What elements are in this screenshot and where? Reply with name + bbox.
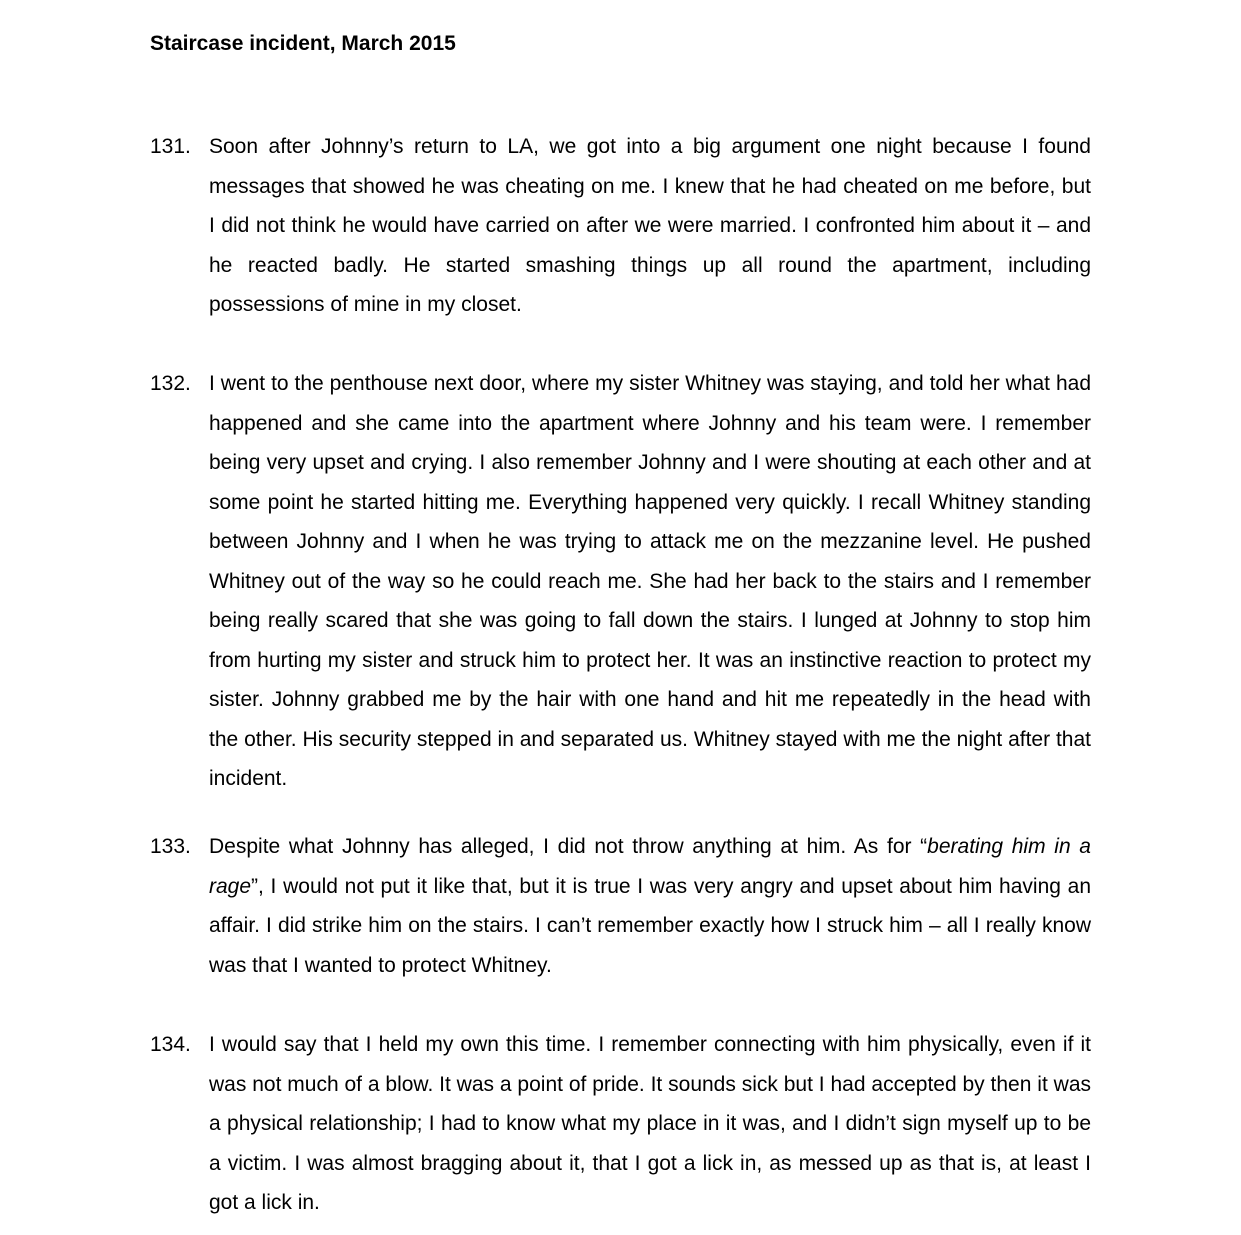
paragraph-number: 131. [150, 135, 191, 158]
paragraph-text: I went to the penthouse next door, where my sister Whitney was staying, and told her what had happened and she came into the apartment where Johnny and his team were. I remember being very upset and crying. I also remember Johnny and I were shouting at each other and at some point he started hitting me. Everything happened very quickly. I recall Whitney standing between Johnny and I when he was trying to attack me on the mezzanine level. He pushed Whitney out of the way so he could reach me. She had her back to the stairs and I remember being really scared that she was going to fall down the stairs. I lunged at Johnny to stop him from hurting my sister and struck him to protect her. It was an instinctive reaction to protect my sister. Johnny grabbed me by the hair with one hand and hit me repeatedly in the head with the other. His security stepped in and separated us. Whitney stayed with me the night after that incident. [209, 372, 1091, 790]
paragraph-text-end: ”, I would not put it like that, but it is true I was very angry and upset about him having an affair. I did strike him on the stairs. I can’t remember exactly how I struck him – all I really know was that I wanted to protect Whitney. [209, 874, 1091, 977]
section-heading: Staircase incident, March 2015 [150, 32, 456, 55]
quoted-italic-text: berating him in a rage [209, 835, 1091, 898]
paragraph-number: 134. [150, 1033, 191, 1056]
paragraph-text [209, 827, 1091, 985]
paragraph-text: Soon after Johnny’s return to LA, we got into a big argument one night because I found messages that showed he was cheating on me. I knew that he had cheated on me before, but I did not think he would have carried on after we were married. I confronted him about it – and he reacted badly. He started smashing things up all round the apartment, including possessions of mine in my closet. [209, 135, 1091, 316]
paragraph-133 [150, 827, 1091, 985]
paragraph-text: I would say that I held my own this time. I remember connecting with him physically, even if it was not much of a blow. It was a point of pride. It sounds sick but I had accepted by then it was a physical relationship; I had to know what my place in it was, and I didn’t sign myself up to be a victim. I was almost bragging about it, that I got a lick in, as messed up as that is, at least I got a lick in. [209, 1033, 1091, 1214]
paragraph-number: 133. [150, 835, 191, 858]
paragraph-number: 132. [150, 372, 191, 395]
paragraph-134 [150, 1025, 1091, 1223]
paragraph-132 [150, 364, 1091, 799]
paragraph-131 [150, 127, 1091, 325]
paragraph-text-start: Despite what Johnny has alleged, I did not throw anything at him. As for “ [209, 835, 928, 858]
